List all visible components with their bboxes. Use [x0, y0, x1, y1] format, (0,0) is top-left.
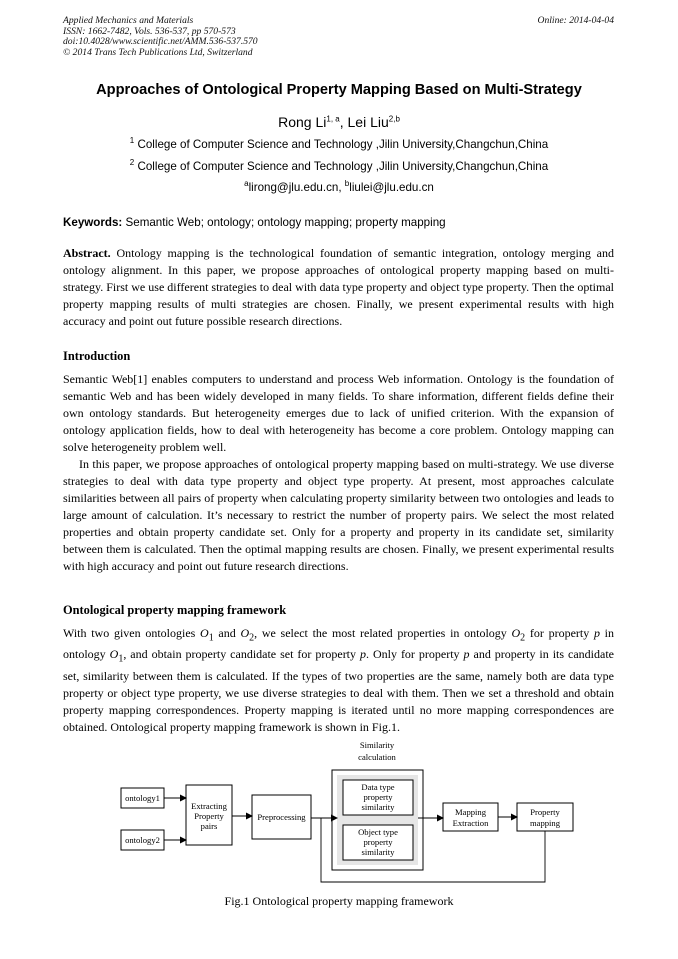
affiliation-2 — [0, 160, 678, 173]
journal-copyright: © 2014 Trans Tech Publications Ltd, Switzerland — [63, 46, 253, 58]
email-b[interactable]: liulei@jlu.edu.cn — [349, 181, 434, 194]
ontology1-label: ontology1 — [125, 793, 160, 803]
online-date: Online: 2014-04-04 — [537, 15, 614, 26]
framework-diagram — [0, 736, 678, 888]
author-separator: , — [339, 114, 348, 130]
affiliation-text: College of Computer Science and Technology ,Jilin University,Changchun,China — [137, 138, 549, 151]
abstract-text: Ontology mapping is the technological foundation of semantic integration, ontology merging and ontology alignment. In this paper, we propose approaches of ontological property mapping based on multi-strategy. First we use different strategies to deal with data type property and object type property. Then the optimal property mapping results of multi strategies are chosen. Finally, we present experimental results with high accuracy and point out future possible research directions. — [63, 246, 614, 328]
figure-caption: Fig.1 Ontological property mapping framework — [224, 894, 454, 908]
introduction-heading: Introduction — [63, 349, 131, 363]
affiliation-number: 2 — [129, 158, 135, 168]
introduction-body — [63, 371, 614, 575]
abstract — [63, 245, 614, 330]
extracting-label-1: Extracting — [191, 801, 227, 811]
abstract-label: Abstract. — [63, 246, 111, 260]
author-name: Rong Li — [278, 114, 327, 130]
ontology2-label: ontology2 — [125, 835, 160, 845]
journal-issn: ISSN: 1662-7482, Vols. 536-537, pp 570-573 — [63, 25, 236, 37]
affiliation-1 — [0, 138, 678, 151]
affiliation-number: 1 — [129, 136, 135, 146]
framework-text: and — [213, 626, 241, 640]
data-type-label-3: similarity — [361, 802, 395, 812]
framework-text: , and obtain property candidate set for property — [123, 647, 360, 662]
similarity-title-2: calculation — [358, 752, 396, 762]
math-subscript: 2 — [249, 632, 255, 644]
paper-title: Approaches of Ontological Property Mapping Based on Multi-Strategy — [96, 82, 582, 98]
keywords-label: Keywords: — [63, 216, 123, 229]
email-a[interactable]: lirong@jlu.edu.cn — [248, 181, 339, 194]
author-superscript: 2,b — [388, 114, 400, 124]
math-subscript: 1 — [208, 632, 214, 644]
framework-text: and property in its candidate set, similarity between them is calculated. If the types of two properties are the same, namely both are data type property or object type property, we use diverse strategies to deal with them. Then we set a threshold and obtain property mapping correspondences. Property mapping is iterated until no more mapping correspondences are obtained. Ontological property mapping framework is shown in Fig.1. — [63, 647, 615, 734]
math-property: p — [463, 647, 470, 662]
math-subscript: 1 — [118, 653, 124, 665]
journal-header — [63, 16, 258, 58]
object-type-label-1: Object type — [358, 827, 398, 837]
framework-heading: Ontological property mapping framework — [63, 603, 287, 617]
journal-name: Applied Mechanics and Materials — [63, 15, 194, 26]
author-name: Lei Liu — [347, 114, 389, 130]
author-emails — [0, 181, 678, 194]
math-ontology: O — [200, 626, 209, 640]
email-superscript: b — [344, 179, 350, 189]
math-property: p — [593, 626, 600, 640]
extracting-label-3: pairs — [200, 821, 218, 831]
framework-paragraph — [63, 625, 614, 736]
data-type-label-1: Data type — [361, 782, 395, 792]
author-line — [0, 114, 678, 130]
introduction-paragraph-2: In this paper, we propose approaches of ontological property mapping based on multi-strategy. We use diverse strategies to deal with data type property and object type property. At present, most approaches calculate similarities between all pairs of property when calculating property similarity between two ontologies and leads to large amount of calculation. It’s necessary to restrict the number of property pairs. We select the most related properties and obtain property candidate set. Only for a property and property in its candidate set, similarity between them is calculated. Then the optimal mapping results are chosen. Finally, we present experimental results with high accuracy and point out future research directions. — [63, 457, 614, 573]
keywords-text: Semantic Web; ontology; ontology mapping; property mapping — [125, 216, 446, 229]
math-ontology: O — [240, 626, 250, 640]
author-superscript: 1, a — [326, 114, 340, 124]
mapping-extraction-label-1: Mapping — [454, 807, 487, 817]
framework-text: . Only for property — [366, 647, 464, 662]
object-type-label-3: similarity — [361, 847, 395, 857]
object-type-label-2: property — [363, 837, 393, 847]
math-subscript: 2 — [520, 632, 526, 644]
extracting-label-2: Property — [194, 811, 224, 821]
journal-doi: doi:10.4028/www.scientific.net/AMM.536-537.570 — [63, 36, 258, 48]
introduction-paragraph-1: Semantic Web[1] enables computers to understand and process Web information. Ontology is the foundation of semantic Web and has been widely developed in many fields. To share information, different fields define their own ontology standards. But heterogeneity emerges due to lack of unified criterion. With the expansion of ontology application fields, how to deal with heterogeneity has become a core problem. Ontology mapping can solve heterogeneity problem well. — [63, 372, 614, 454]
framework-text: , we select the most related properties in ontology — [254, 626, 512, 640]
math-ontology: O — [109, 647, 119, 662]
property-mapping-label-2: mapping — [529, 818, 561, 828]
property-mapping-label-1: Property — [530, 807, 560, 817]
framework-text: for property — [525, 626, 594, 640]
email-superscript: a — [244, 179, 249, 189]
math-property: p — [360, 647, 366, 662]
mapping-extraction-label-2: Extraction — [452, 818, 489, 828]
email-separator: , — [338, 181, 345, 194]
keywords — [63, 216, 446, 229]
data-type-label-2: property — [363, 792, 393, 802]
affiliation-text: College of Computer Science and Technology ,Jilin University,Changchun,China — [137, 160, 549, 173]
framework-text: With two given ontologies — [63, 626, 201, 640]
math-ontology: O — [511, 626, 521, 640]
similarity-title-1: Similarity — [359, 740, 395, 750]
preprocessing-label: Preprocessing — [257, 812, 306, 822]
framework-text: in ontology — [63, 626, 615, 662]
